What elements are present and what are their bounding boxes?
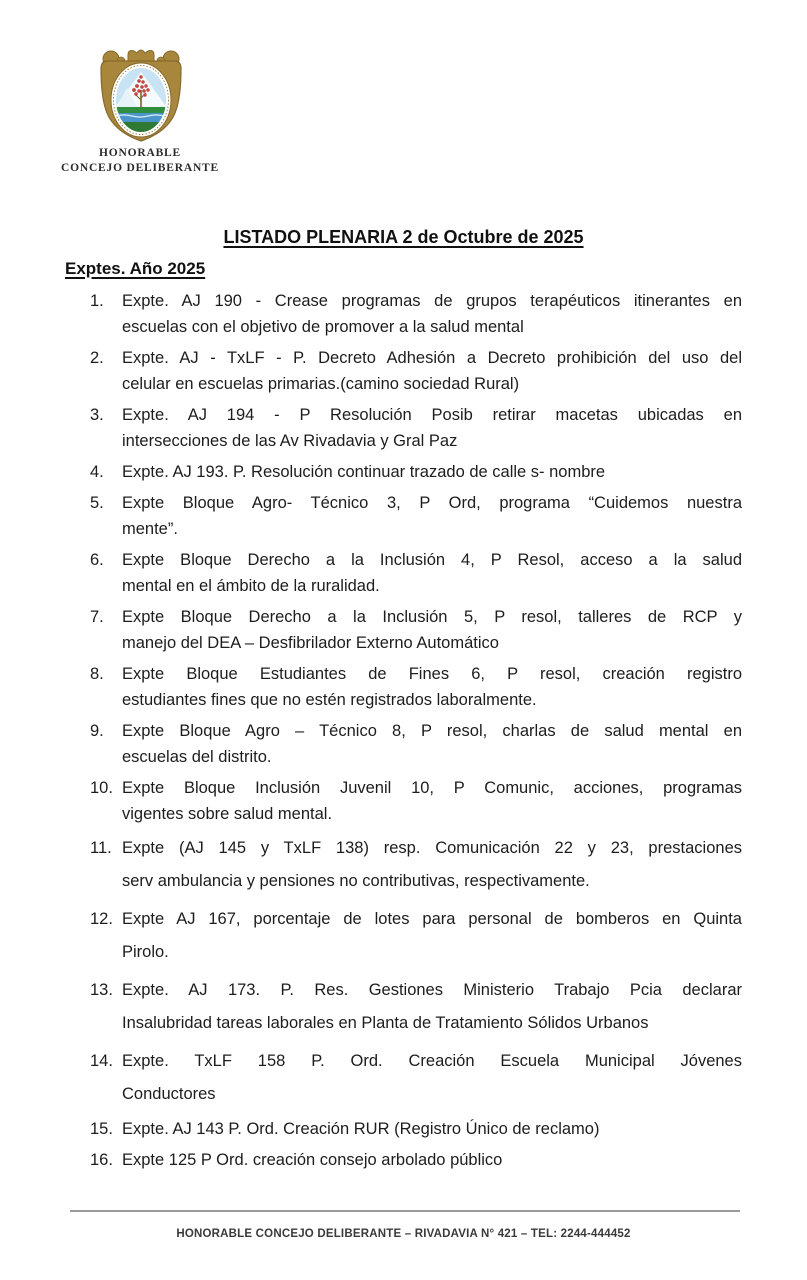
list-item (90, 459, 742, 485)
item-text (122, 402, 742, 454)
org-name-line2: CONCEJO DELIBERANTE (60, 162, 220, 174)
list-item (90, 288, 742, 340)
item-text-line: Expte Bloque Agro- Técnico 3, P Ord, programa “Cuidemos nuestra (122, 494, 742, 512)
item-text-line: Expte. AJ 143 P. Ord. Creación RUR (Registro Único de reclamo) (122, 1120, 600, 1138)
section-heading: Exptes. Año 2025 (65, 259, 206, 278)
list-item (90, 718, 742, 770)
item-text-line: Pirolo. (122, 943, 169, 961)
item-text-line: Expte 125 P Ord. creación consejo arbolado público (122, 1151, 503, 1169)
item-text (122, 661, 742, 713)
list-item (90, 903, 742, 969)
item-text-line: Expte. AJ 190 - Crease programas de grupos terapéuticos itinerantes en (122, 292, 742, 310)
municipal-crest-icon (97, 46, 185, 143)
item-text-line: Expte. TxLF 158 P. Ord. Creación Escuela Municipal Jóvenes (122, 1052, 742, 1070)
item-text-line: celular en escuelas primarias.(camino sociedad Rural) (122, 375, 520, 393)
item-text-line: Expte. AJ 193. P. Resolución continuar trazado de calle s- nombre (122, 463, 606, 481)
list-item (90, 661, 742, 713)
item-text-line: intersecciones de las Av Rivadavia y Gral Paz (122, 432, 458, 450)
item-number: 2. (90, 349, 104, 367)
agenda-list (90, 288, 742, 1178)
item-number: 14. (90, 1052, 113, 1070)
item-number: 7. (90, 608, 104, 626)
item-text-line: serv ambulancia y pensiones no contributivas, respectivamente. (122, 872, 590, 890)
item-number: 11. (90, 839, 112, 857)
list-item (90, 1116, 742, 1142)
footer-divider (70, 1210, 740, 1212)
item-text (122, 1147, 742, 1173)
item-text (122, 288, 742, 340)
list-item (90, 490, 742, 542)
item-text-line: Conductores (122, 1085, 216, 1103)
item-text-line: escuelas con el objetivo de promover a la salud mental (122, 318, 524, 336)
list-item (90, 402, 742, 454)
org-name-line1: HONORABLE (99, 147, 181, 159)
item-number: 9. (90, 722, 104, 740)
list-item (90, 832, 742, 898)
item-text-line: Expte Bloque Derecho a la Inclusión 5, P resol, talleres de RCP y (122, 608, 742, 626)
item-text (122, 1116, 742, 1142)
footer-text: HONORABLE CONCEJO DELIBERANTE – RIVADAVIA N° 421 – TEL: 2244-444452 (176, 1228, 631, 1240)
item-text (122, 903, 742, 969)
item-number: 13. (90, 981, 113, 999)
item-text (122, 459, 742, 485)
item-text-line: Expte. AJ - TxLF - P. Decreto Adhesión a Decreto prohibición del uso del (122, 349, 742, 367)
item-text-line: Expte Bloque Estudiantes de Fines 6, P resol, creación registro (122, 665, 742, 683)
item-text-line: manejo del DEA – Desfibrilador Externo Automático (122, 634, 499, 652)
list-item (90, 604, 742, 656)
item-text-line: Expte AJ 167, porcentaje de lotes para personal de bomberos en Quinta (122, 910, 742, 928)
item-text-line: Expte. AJ 173. P. Res. Gestiones Ministerio Trabajo Pcia declarar (122, 981, 742, 999)
item-number: 12. (90, 910, 113, 928)
item-number: 8. (90, 665, 104, 683)
item-number: 15. (90, 1120, 113, 1138)
item-text (122, 547, 742, 599)
item-number: 5. (90, 494, 104, 512)
item-text-line: vigentes sobre salud mental. (122, 805, 333, 823)
item-text-line: Expte (AJ 145 y TxLF 138) resp. Comunicación 22 y 23, prestaciones (122, 839, 742, 857)
item-text-line: mente”. (122, 520, 178, 538)
item-number: 3. (90, 406, 104, 424)
item-number: 16. (90, 1151, 113, 1169)
item-text (122, 832, 742, 898)
item-number: 6. (90, 551, 104, 569)
item-text-line: Expte Bloque Agro – Técnico 8, P resol, charlas de salud mental en (122, 722, 742, 740)
list-item (90, 345, 742, 397)
item-text-line: Expte. AJ 194 - P Resolución Posib retirar macetas ubicadas en (122, 406, 742, 424)
list-item (90, 775, 742, 827)
item-number: 1. (90, 292, 104, 310)
item-text-line: Insalubridad tareas laborales en Planta de Tratamiento Sólidos Urbanos (122, 1014, 649, 1032)
item-number: 4. (90, 463, 104, 481)
item-text (122, 974, 742, 1040)
list-item (90, 1147, 742, 1173)
item-text (122, 718, 742, 770)
org-name (40, 146, 240, 176)
item-text-line: estudiantes fines que no estén registrados laboralmente. (122, 691, 537, 709)
item-text (122, 1045, 742, 1111)
item-text-line: mental en el ámbito de la ruralidad. (122, 577, 380, 595)
list-item (90, 974, 742, 1040)
item-text-line: Expte Bloque Inclusión Juvenil 10, P Comunic, acciones, programas (122, 779, 742, 797)
item-text-line: Expte Bloque Derecho a la Inclusión 4, P Resol, acceso a la salud (122, 551, 742, 569)
list-item (90, 547, 742, 599)
document-title: LISTADO PLENARIA 2 de Octubre de 2025 (223, 227, 584, 247)
item-text (122, 345, 742, 397)
item-number: 10. (90, 779, 113, 797)
item-text (122, 604, 742, 656)
item-text (122, 490, 742, 542)
item-text (122, 775, 742, 827)
item-text-line: escuelas del distrito. (122, 748, 272, 766)
list-item (90, 1045, 742, 1111)
